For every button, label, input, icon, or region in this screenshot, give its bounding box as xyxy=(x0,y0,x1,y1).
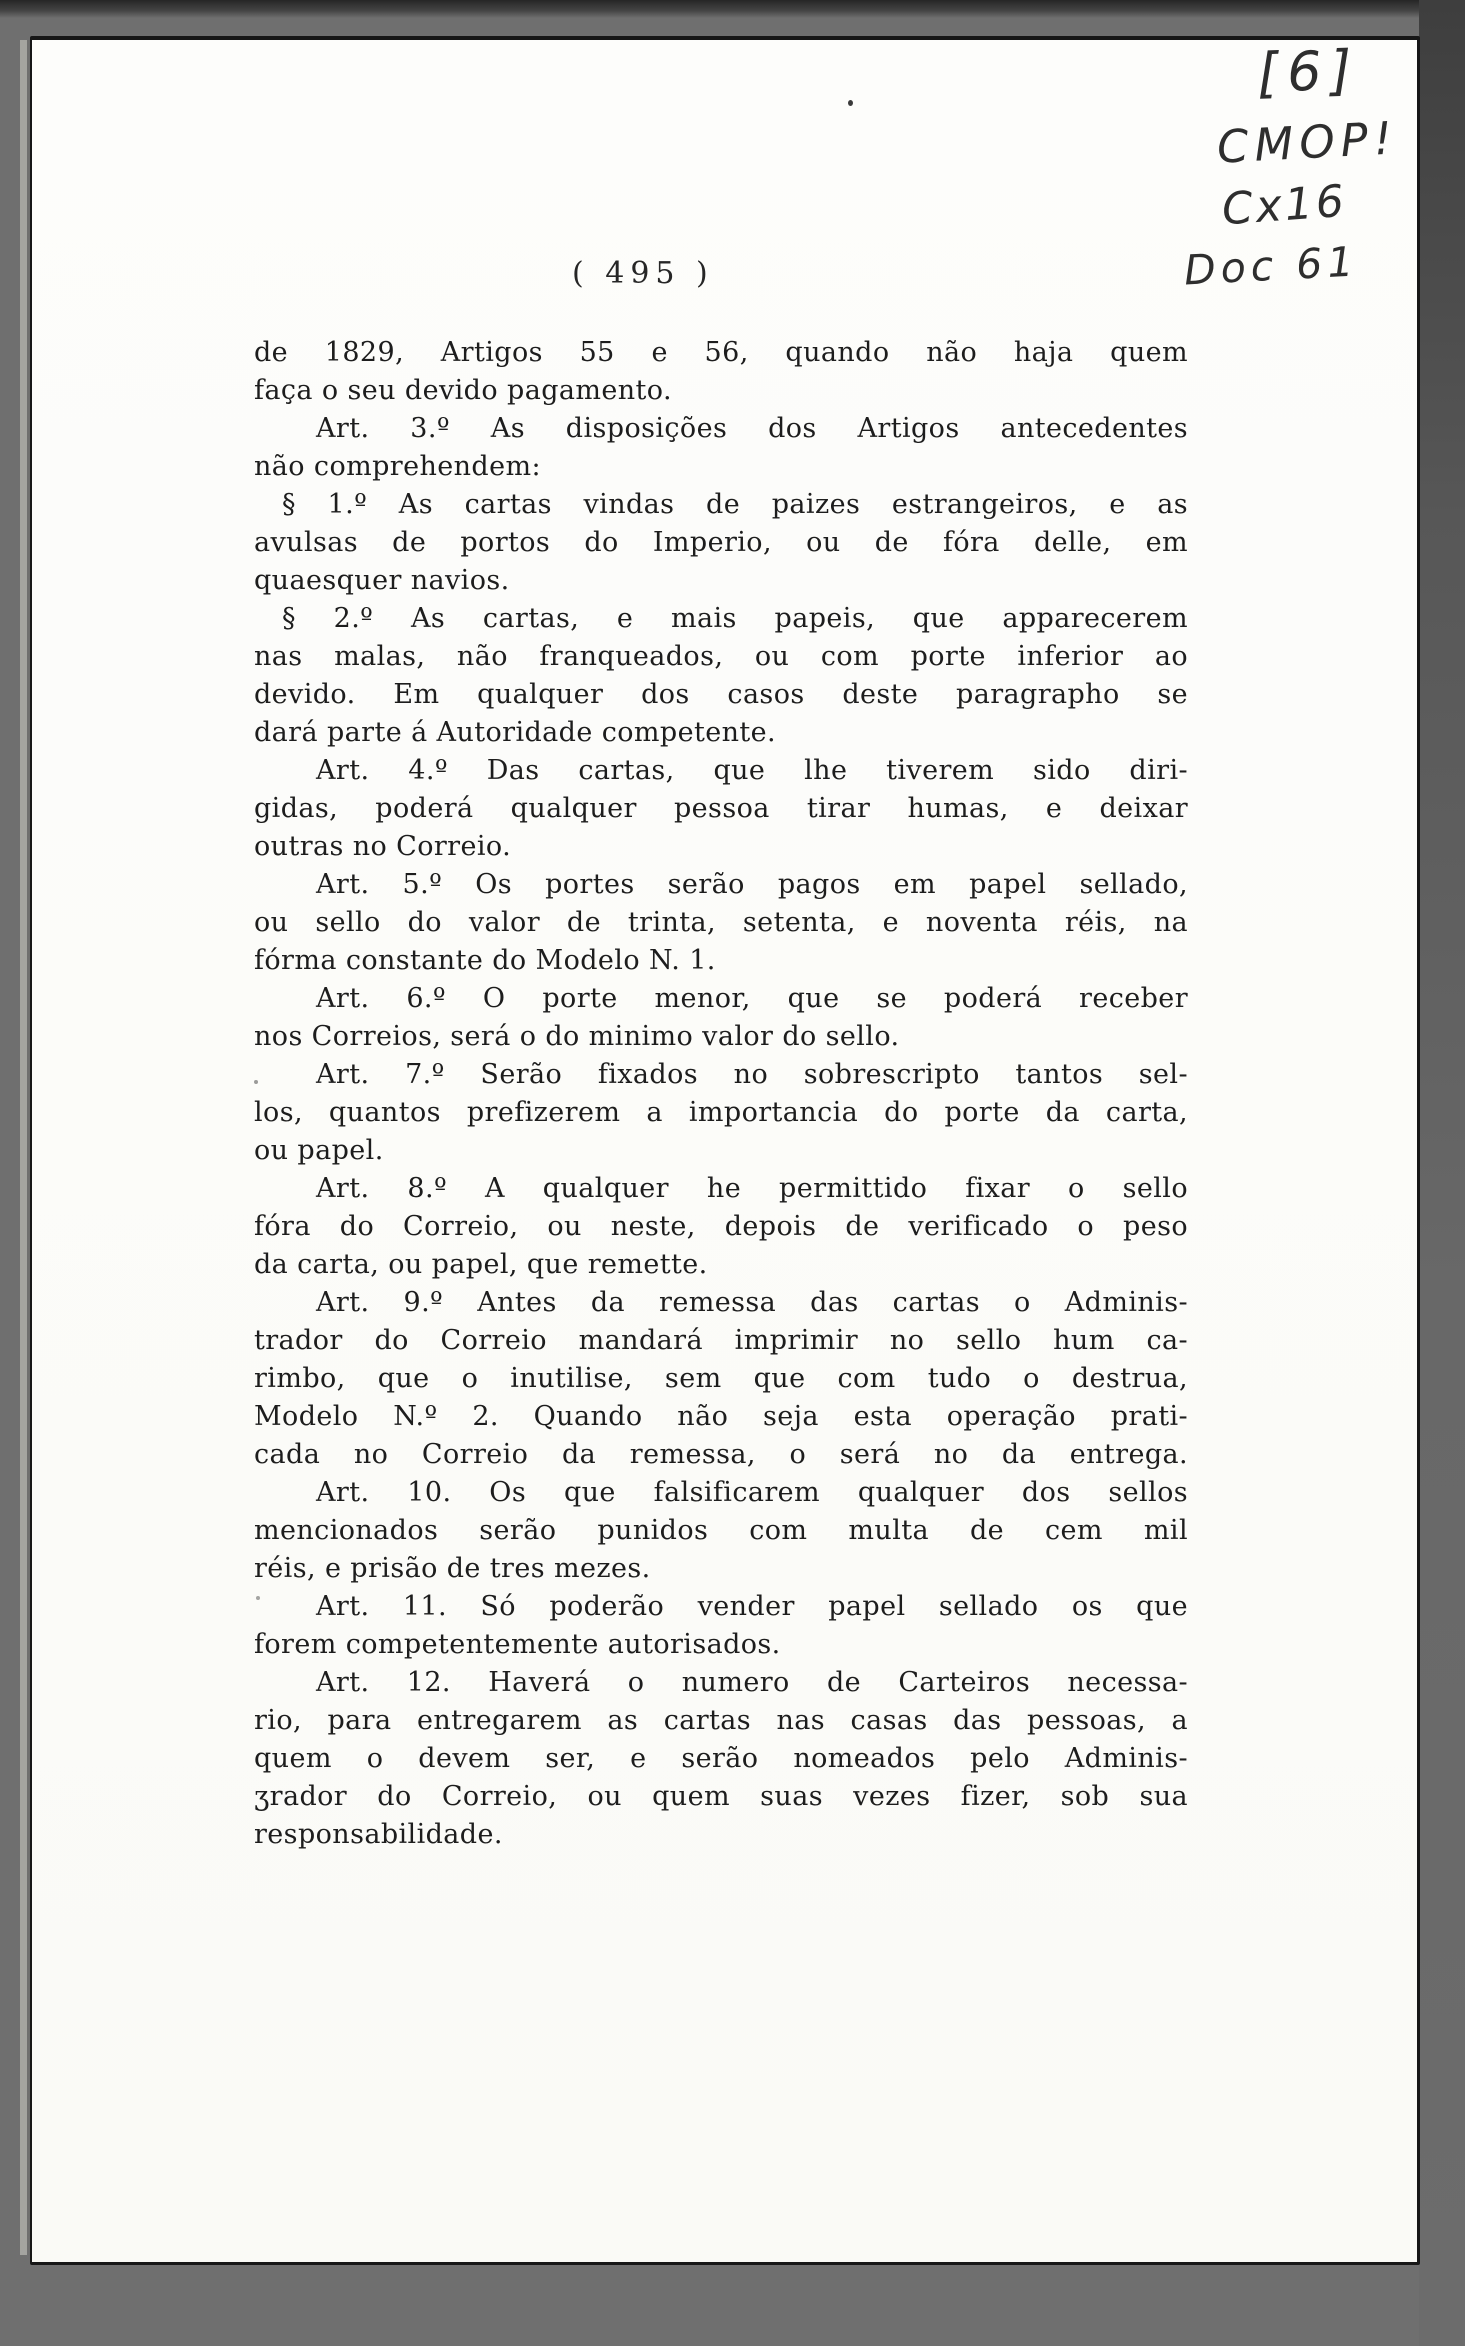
text-line: Art. 11. Só poderão vender papel sellado os que xyxy=(316,1591,1188,1622)
text-line: quem o devem ser, e serão nomeados pelo Adminis- xyxy=(254,1743,1188,1774)
text-line: Art. 6.º O porte menor, que se poderá receber xyxy=(316,983,1188,1014)
text-line: cada no Correio da remessa, o será no da entrega. xyxy=(254,1439,1188,1470)
page-number: ( 495 ) xyxy=(572,256,714,291)
text-line: Art. 4.º Das cartas, que lhe tiverem sido diri- xyxy=(316,755,1188,786)
text-line: Art. 8.º A qualquer he permittido fixar o sello xyxy=(316,1173,1188,1204)
text-line: Art. 9.º Antes da remessa das cartas o Adminis- xyxy=(316,1287,1188,1318)
text-line: Art. 12. Haverá o numero de Carteiros necessa- xyxy=(316,1667,1188,1698)
handwritten-reference-number: [6] xyxy=(1255,38,1362,105)
text-line: responsabilidade. xyxy=(254,1819,503,1850)
text-line: quaesquer navios. xyxy=(254,565,510,596)
text-line: ou sello do valor de trinta, setenta, e noventa réis, na xyxy=(254,907,1188,938)
text-line: ʒrador do Correio, ou quem suas vezes fizer, sob sua xyxy=(254,1781,1188,1812)
text-line: § 1.º As cartas vindas de paizes estrangeiros, e as xyxy=(282,489,1188,520)
text-line: Modelo N.º 2. Quando não seja esta operação prati- xyxy=(254,1401,1188,1432)
text-line: ou papel. xyxy=(254,1135,384,1166)
text-line: nas malas, não franqueados, ou com porte inferior ao xyxy=(254,641,1188,672)
text-line: rio, para entregarem as cartas nas casas das pessoas, a xyxy=(254,1705,1188,1736)
document-page xyxy=(30,36,1420,2265)
text-line: fóra do Correio, ou neste, depois de verificado o peso xyxy=(254,1211,1188,1242)
text-line: outras no Correio. xyxy=(254,831,512,862)
text-line: fórma constante do Modelo N. 1. xyxy=(254,945,716,976)
text-line: faça o seu devido pagamento. xyxy=(254,375,672,406)
text-line: los, quantos prefizerem a importancia do porte da carta, xyxy=(254,1097,1188,1128)
text-line: Art. 3.º As disposições dos Artigos antecedentes xyxy=(316,413,1188,444)
text-line: forem competentemente autorisados. xyxy=(254,1629,781,1660)
handwritten-doc-number: Doc 61 xyxy=(1182,237,1360,295)
body-text xyxy=(254,334,1188,1854)
text-line: não comprehendem: xyxy=(254,451,541,482)
text-line: § 2.º As cartas, e mais papeis, que apparecerem xyxy=(282,603,1188,634)
page-left-edge-highlight xyxy=(20,40,27,2255)
scan-speck xyxy=(254,1080,258,1084)
handwritten-box-number: Cx16 xyxy=(1220,175,1349,236)
scan-right-band xyxy=(1419,0,1465,2346)
text-line: dará parte á Autoridade competente. xyxy=(254,717,776,748)
text-line: devido. Em qualquer dos casos deste paragrapho se xyxy=(254,679,1188,710)
text-line: Art. 10. Os que falsificarem qualquer dos sellos xyxy=(316,1477,1188,1508)
scan-top-edge xyxy=(0,0,1465,18)
text-line: da carta, ou papel, que remette. xyxy=(254,1249,708,1280)
text-line: réis, e prisão de tres mezes. xyxy=(254,1553,651,1584)
handwritten-collection-mark: CMOP! xyxy=(1215,111,1400,174)
scan-speck xyxy=(848,100,853,106)
text-line: de 1829, Artigos 55 e 56, quando não haja quem xyxy=(254,337,1188,368)
text-line: Art. 7.º Serão fixados no sobrescripto tantos sel- xyxy=(316,1059,1188,1090)
text-line: gidas, poderá qualquer pessoa tirar humas, e deixar xyxy=(254,793,1188,824)
text-line: Art. 5.º Os portes serão pagos em papel sellado, xyxy=(316,869,1188,900)
text-line: rimbo, que o inutilise, sem que com tudo o destrua, xyxy=(254,1363,1188,1394)
text-line: nos Correios, será o do minimo valor do sello. xyxy=(254,1021,900,1052)
text-line: trador do Correio mandará imprimir no sello hum ca- xyxy=(254,1325,1188,1356)
scan-speck xyxy=(256,1596,260,1600)
text-line: avulsas de portos do Imperio, ou de fóra delle, em xyxy=(254,527,1188,558)
text-line: mencionados serão punidos com multa de cem mil xyxy=(254,1515,1188,1546)
